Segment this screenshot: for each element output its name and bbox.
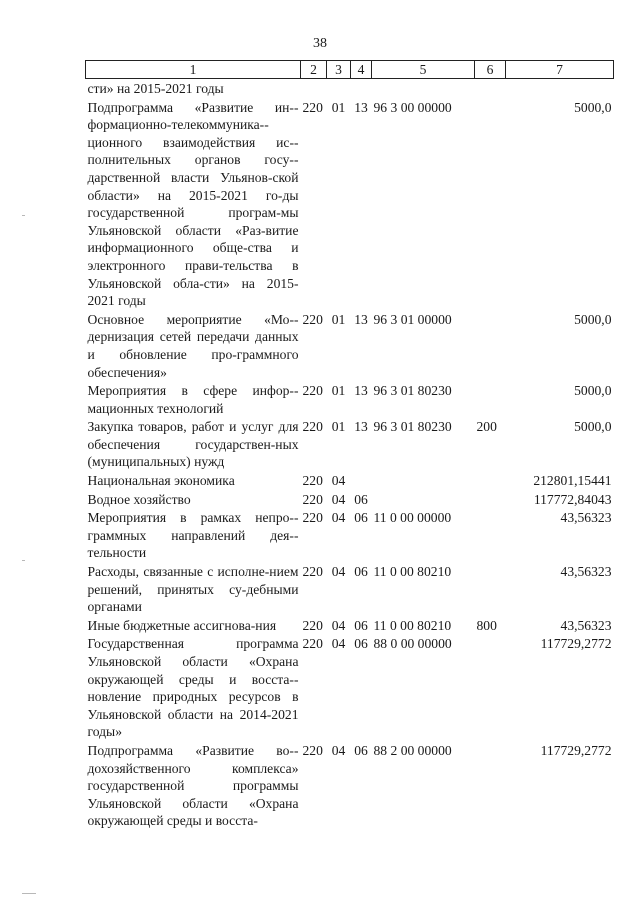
table-row xyxy=(86,311,614,382)
row-name: Подпрограмма «Развитие ин-формационно-телекоммуника-ционного взаимодействия ис-полнительных органов госу-дарственной власти Ульянов-ской области» на 2015-2021 го-ды государственной програм-мы Ульяновской области «Раз-витие информационного обще-ства и электронного прави-тельства в Ульяновской обла-сти» на 2015-2021 годы xyxy=(87,99,299,309)
row-ministry-code: 220 xyxy=(302,742,323,758)
row-subsection-code: 13 xyxy=(354,311,368,327)
header-col-7: 7 xyxy=(506,61,614,79)
row-expense-type xyxy=(475,311,506,382)
row-target-article xyxy=(372,491,475,510)
row-section-code: 04 xyxy=(331,617,346,633)
row-subsection-code: 06 xyxy=(354,564,368,580)
row-name: Расходы, связанные с исполне-нием решений, принятых су-дебными органами xyxy=(87,564,299,615)
row-section-code: 04 xyxy=(331,564,346,580)
header-col-2: 2 xyxy=(301,61,327,79)
row-target-article: 96 3 01 80230 xyxy=(373,419,452,435)
row-expense-type xyxy=(475,635,506,742)
row-amount: 43,56323 xyxy=(560,617,612,633)
row-section-code: 04 xyxy=(331,491,346,507)
row-name: Иные бюджетные ассигнова-ния xyxy=(87,617,277,633)
row-ministry-code: 220 xyxy=(302,473,323,489)
row-subsection-code xyxy=(351,79,372,99)
row-target-article xyxy=(372,79,475,99)
row-subsection-code: 06 xyxy=(354,636,368,652)
row-name: Закупка товаров, работ и услуг для обеспечения государствен-ных (муниципальных) нужд xyxy=(87,419,299,470)
table-row xyxy=(86,742,614,831)
row-section-code: 01 xyxy=(331,383,346,399)
row-subsection-code: 13 xyxy=(354,99,368,115)
row-ministry-code: 220 xyxy=(302,636,323,652)
row-target-article: 11 0 00 80210 xyxy=(373,564,452,580)
row-ministry-code: 220 xyxy=(302,311,323,327)
row-amount: 5000,0 xyxy=(574,419,612,435)
row-amount: 212801,15441 xyxy=(533,473,612,489)
row-name: Мероприятия в сфере инфор-мационных технологий xyxy=(87,383,299,416)
table-row xyxy=(86,635,614,742)
row-subsection-code: 13 xyxy=(354,383,368,399)
row-target-article: 96 3 01 00000 xyxy=(373,311,452,327)
row-subsection-code: 06 xyxy=(354,742,368,758)
row-expense-type: 200 xyxy=(476,419,497,435)
row-amount: 117772,84043 xyxy=(533,491,612,507)
row-amount: 5000,0 xyxy=(574,99,612,115)
header-col-1: 1 xyxy=(86,61,301,79)
row-target-article: 11 0 00 00000 xyxy=(373,510,452,526)
header-col-4: 4 xyxy=(351,61,372,79)
row-subsection-code: 13 xyxy=(354,419,368,435)
row-ministry-code: 220 xyxy=(302,617,323,633)
row-ministry-code: 220 xyxy=(302,510,323,526)
row-name: Мероприятия в рамках непро-граммных направлений дея-тельности xyxy=(87,510,299,561)
row-ministry-code xyxy=(301,79,327,99)
row-name: Национальная экономика xyxy=(87,473,235,489)
table-row xyxy=(86,509,614,563)
row-section-code: 04 xyxy=(331,510,346,526)
table-row xyxy=(86,617,614,636)
row-section-code: 04 xyxy=(331,473,346,489)
scan-mark xyxy=(22,560,25,561)
row-name: Водное хозяйство xyxy=(87,491,191,507)
row-expense-type xyxy=(475,491,506,510)
row-target-article: 96 3 01 80230 xyxy=(373,383,452,399)
page-number: 38 xyxy=(313,36,327,51)
table-row xyxy=(86,79,614,99)
row-subsection-code: 06 xyxy=(354,491,368,507)
row-expense-type xyxy=(475,472,506,491)
row-section-code: 04 xyxy=(331,636,346,652)
row-amount: 117729,2772 xyxy=(540,742,612,758)
row-section-code: 01 xyxy=(331,419,346,435)
row-amount xyxy=(506,79,614,99)
row-target-article: 96 3 00 00000 xyxy=(373,99,452,115)
row-amount: 5000,0 xyxy=(574,383,612,399)
row-expense-type xyxy=(475,563,506,617)
row-amount: 117729,2772 xyxy=(540,636,612,652)
header-col-5: 5 xyxy=(372,61,475,79)
row-ministry-code: 220 xyxy=(302,99,323,115)
row-ministry-code: 220 xyxy=(302,383,323,399)
row-ministry-code: 220 xyxy=(302,491,323,507)
row-ministry-code: 220 xyxy=(302,419,323,435)
row-target-article: 88 2 00 00000 xyxy=(373,742,452,758)
table-row xyxy=(86,99,614,311)
table-row xyxy=(86,472,614,491)
row-section-code: 01 xyxy=(331,99,346,115)
row-name: Основное мероприятие «Мо-дернизация сетей передачи данных и обновление про-граммного обеспечения» xyxy=(87,311,299,380)
row-name: Подпрограмма «Развитие во-дохозяйственного комплекса» государственной программы Ульяновской области «Охрана окружающей среды и восста- xyxy=(87,742,299,829)
row-expense-type xyxy=(475,382,506,418)
row-subsection-code xyxy=(351,472,372,491)
row-expense-type xyxy=(475,742,506,831)
row-amount: 43,56323 xyxy=(560,564,612,580)
row-subsection-code: 06 xyxy=(354,510,368,526)
row-expense-type: 800 xyxy=(476,617,497,633)
table-row xyxy=(86,418,614,472)
row-subsection-code: 06 xyxy=(354,617,368,633)
table-row xyxy=(86,382,614,418)
row-target-article: 88 0 00 00000 xyxy=(373,636,452,652)
header-col-3: 3 xyxy=(327,61,351,79)
table-row xyxy=(86,491,614,510)
row-name: сти» на 2015-2021 годы xyxy=(87,81,224,96)
table-row xyxy=(86,563,614,617)
row-section-code: 04 xyxy=(331,742,346,758)
row-target-article xyxy=(372,472,475,491)
scan-mark xyxy=(22,215,25,216)
header-col-6: 6 xyxy=(475,61,506,79)
row-expense-type xyxy=(475,99,506,311)
budget-table xyxy=(85,60,614,831)
row-target-article: 11 0 00 80210 xyxy=(373,617,452,633)
row-expense-type xyxy=(475,79,506,99)
row-amount: 43,56323 xyxy=(560,510,612,526)
row-section-code: 01 xyxy=(331,311,346,327)
row-section-code xyxy=(327,79,351,99)
row-amount: 5000,0 xyxy=(574,311,612,327)
row-ministry-code: 220 xyxy=(302,564,323,580)
scan-mark xyxy=(22,893,36,894)
row-expense-type xyxy=(475,509,506,563)
row-name: Государственная программа Ульяновской области «Охрана окружающей среды и восста-новление природных ресурсов в Ульяновской области на 2014-2021 годы» xyxy=(87,636,299,740)
table-header-row xyxy=(86,61,614,79)
